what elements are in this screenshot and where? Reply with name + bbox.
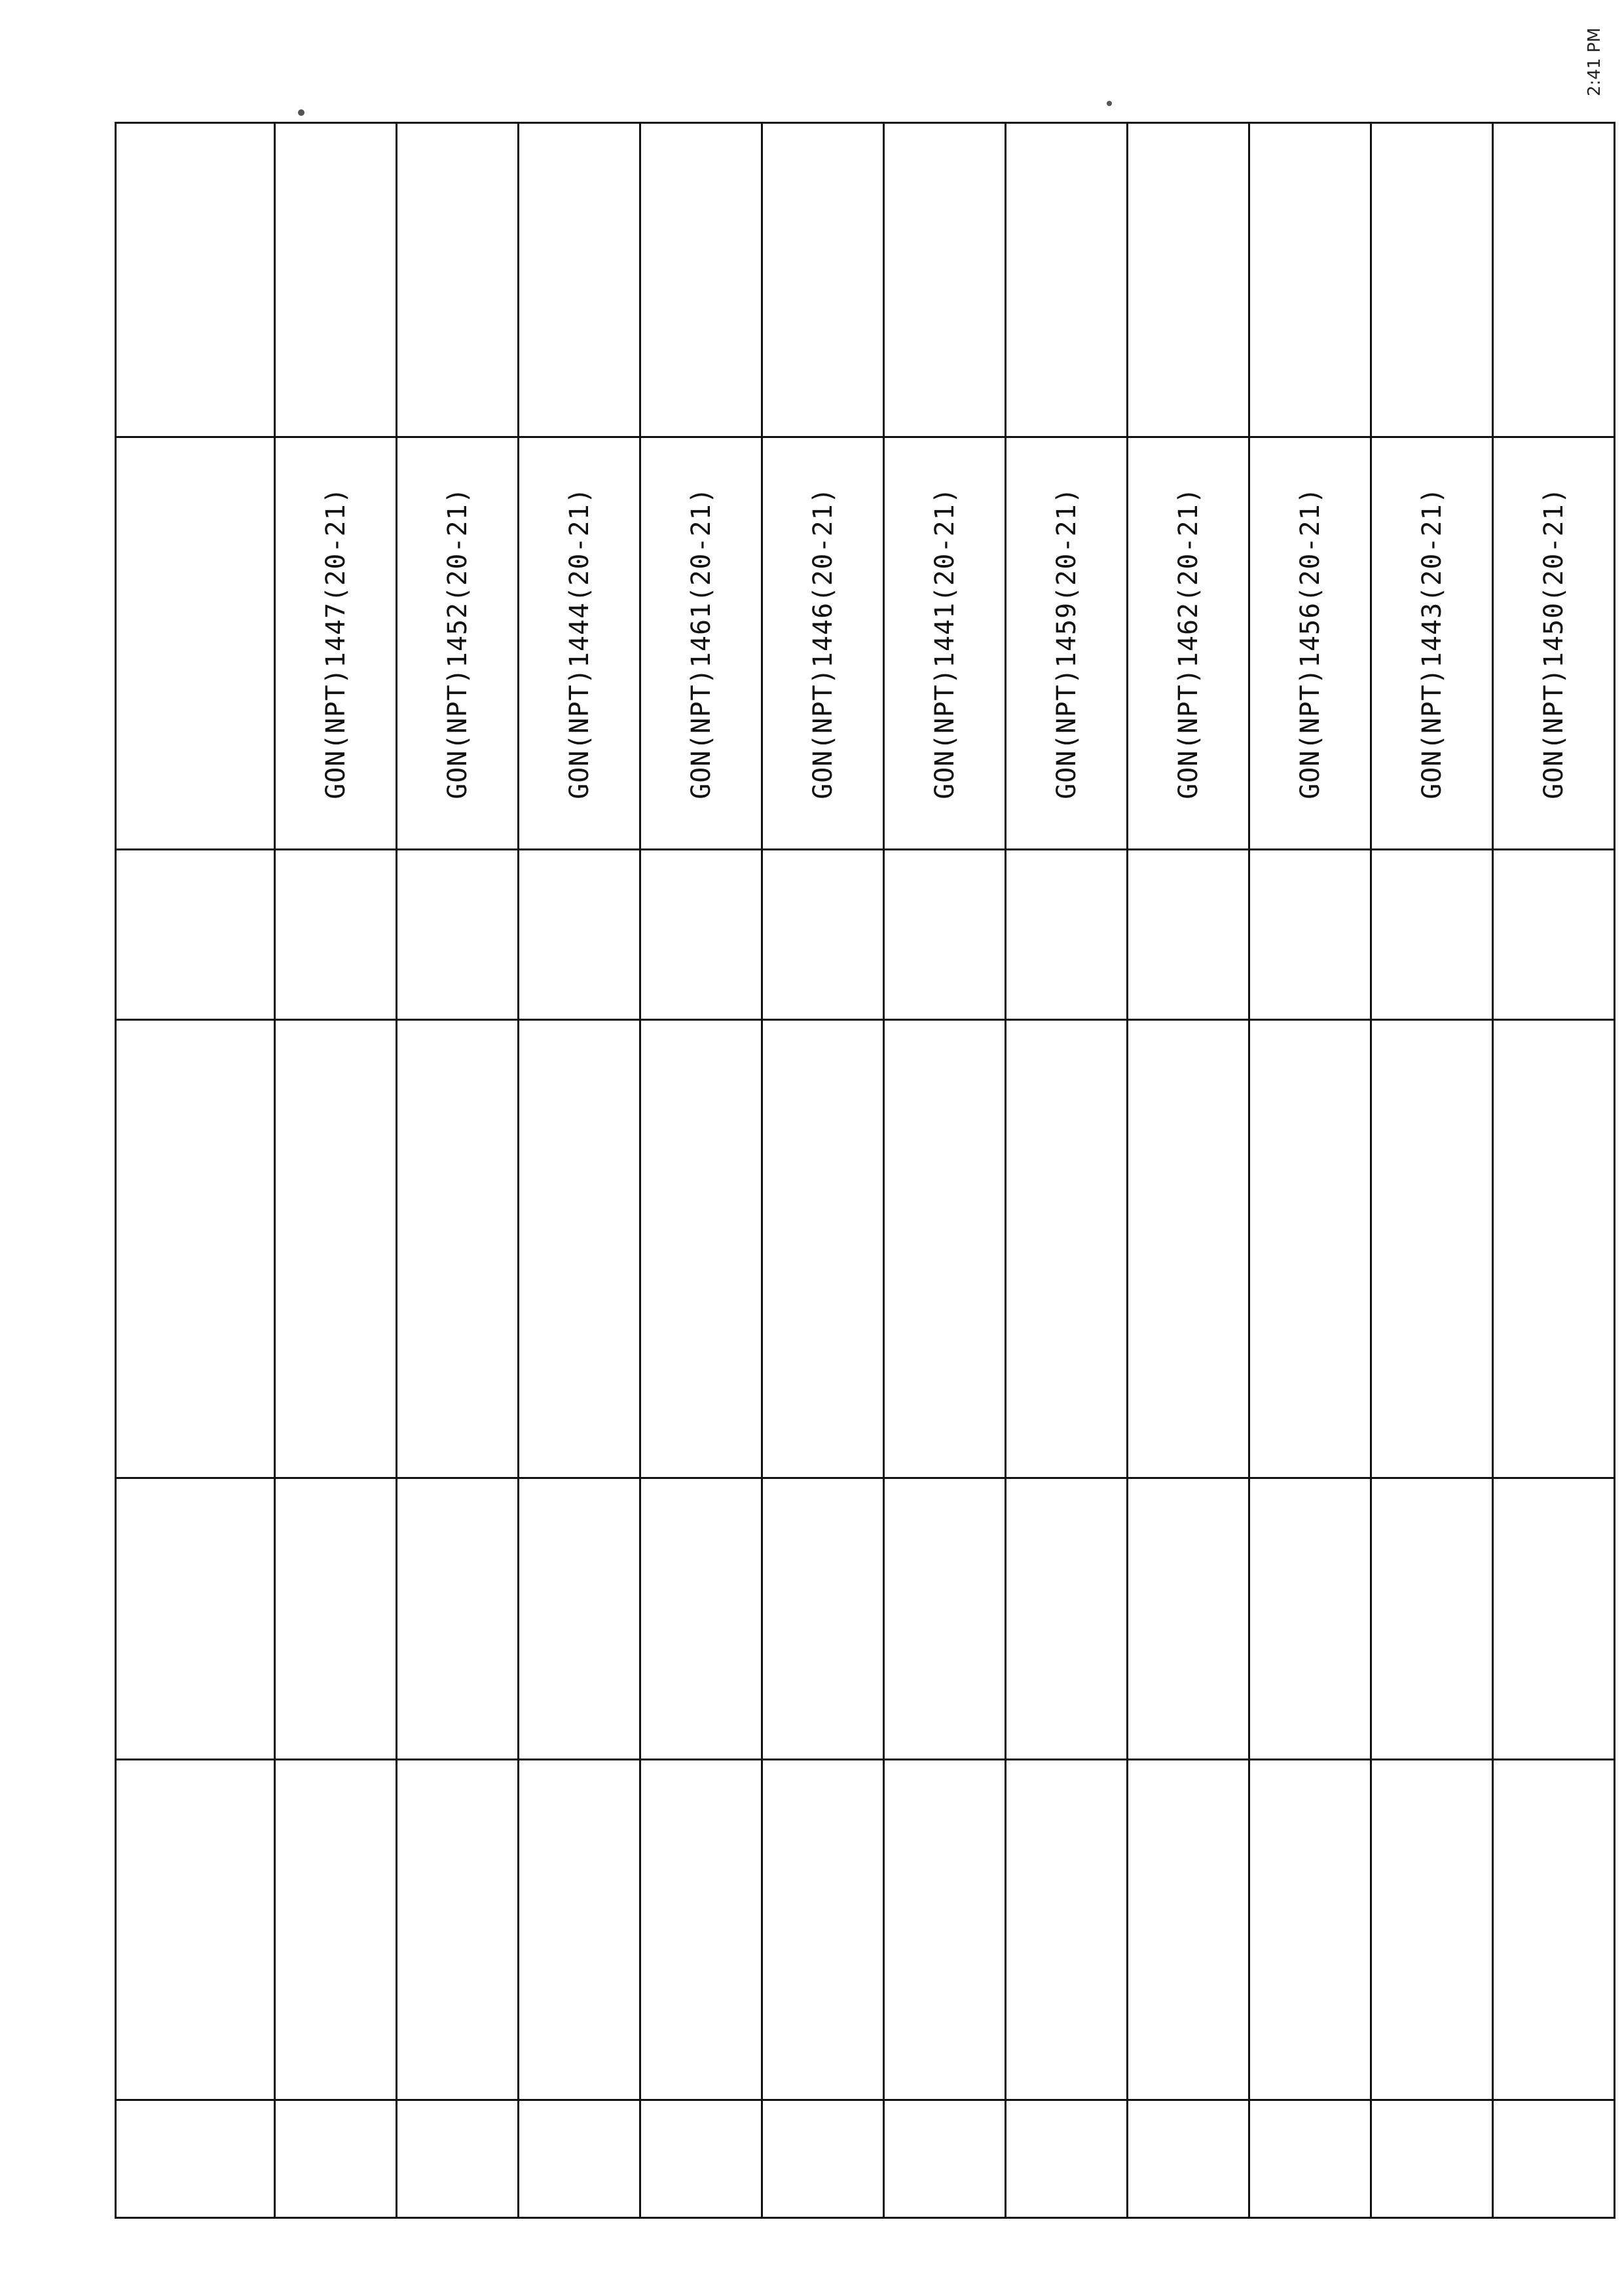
table-row [762,123,884,2218]
table-row [1493,123,1615,2218]
column-header-permit-no [116,437,275,850]
cell-number [397,2100,519,2218]
cell-permit-type [1006,850,1128,1020]
table-row [519,123,640,2218]
cell-address [1128,1020,1249,1478]
cell-position [640,1478,762,1760]
cell-name [1249,1760,1371,2100]
cell-permit-no: GON(NPT)1441(20-21) [884,437,1006,850]
column-header-city [116,123,275,437]
cell-position [1249,1478,1371,1760]
column-header-number [116,2100,275,2218]
cell-permit-no: GON(NPT)1459(20-21) [1006,437,1128,850]
cell-address [884,1020,1006,1478]
cell-position [884,1478,1006,1760]
cell-number [1249,2100,1371,2218]
cell-city [1249,123,1371,437]
cell-permit-type [397,850,519,1020]
cell-address [762,1020,884,1478]
cell-permit-type [275,850,397,1020]
cell-name [1006,1760,1128,2100]
table-row [275,123,397,2218]
cell-permit-type [1493,850,1615,1020]
cell-city [640,123,762,437]
scan-dot [298,109,304,116]
cell-number [519,2100,640,2218]
cell-number [1371,2100,1493,2218]
cell-position [397,1478,519,1760]
cell-address [1249,1020,1371,1478]
cell-number [640,2100,762,2218]
cell-position [762,1478,884,1760]
cell-address [397,1020,519,1478]
table-row [397,123,519,2218]
cell-permit-type [1128,850,1249,1020]
cell-permit-no: GON(NPT)1450(20-21) [1493,437,1615,850]
table-row [1128,123,1249,2218]
cell-name [1371,1760,1493,2100]
cell-number [1493,2100,1615,2218]
cell-permit-type [519,850,640,1020]
column-header-name [116,1760,275,2100]
cell-city [1371,123,1493,437]
cell-permit-no: GON(NPT)1456(20-21) [1249,437,1371,850]
cell-name [1493,1760,1615,2100]
header-row [116,123,275,2218]
table-row [640,123,762,2218]
cell-city [519,123,640,437]
cell-name [519,1760,640,2100]
cell-permit-no: GON(NPT)1447(20-21) [275,437,397,850]
table-row [1006,123,1128,2218]
column-header-address [116,1020,275,1478]
cell-permit-type [1371,850,1493,1020]
cell-name [1128,1760,1249,2100]
cell-position [1006,1478,1128,1760]
cell-number [762,2100,884,2218]
cell-city [1493,123,1615,437]
cell-permit-no: GON(NPT)1446(20-21) [762,437,884,850]
permit-register-table [115,122,1615,2219]
table-row [1249,123,1371,2218]
cell-city [275,123,397,437]
cell-number [275,2100,397,2218]
cell-name [275,1760,397,2100]
cell-address [275,1020,397,1478]
cell-permit-type [640,850,762,1020]
cell-permit-no: GON(NPT)1452(20-21) [397,437,519,850]
cell-name [397,1760,519,2100]
cell-city [884,123,1006,437]
cell-permit-no: GON(NPT)1461(20-21) [640,437,762,850]
cell-name [884,1760,1006,2100]
column-header-position [116,1478,275,1760]
cell-permit-no: GON(NPT)1462(20-21) [1128,437,1249,850]
cell-number [1006,2100,1128,2218]
cell-city [397,123,519,437]
cell-name [762,1760,884,2100]
cell-number [884,2100,1006,2218]
scan-dot [1107,101,1112,106]
cell-address [640,1020,762,1478]
cell-city [1128,123,1249,437]
cell-city [1006,123,1128,437]
cell-position [1493,1478,1615,1760]
cell-permit-type [762,850,884,1020]
cell-position [519,1478,640,1760]
cell-address [519,1020,640,1478]
cell-address [1493,1020,1615,1478]
cell-number [1128,2100,1249,2218]
scan-timestamp: 2:41 PM [1585,27,1604,96]
document-title [52,37,89,2198]
cell-address [1006,1020,1128,1478]
cell-name [640,1760,762,2100]
cell-permit-type [884,850,1006,1020]
table-row [1371,123,1493,2218]
cell-city [762,123,884,437]
cell-position [1128,1478,1249,1760]
cell-position [275,1478,397,1760]
cell-permit-type [1249,850,1371,1020]
column-header-permit-type [116,850,275,1020]
cell-address [1371,1020,1493,1478]
cell-permit-no: GON(NPT)1443(20-21) [1371,437,1493,850]
table-row [884,123,1006,2218]
cell-permit-no: GON(NPT)1444(20-21) [519,437,640,850]
cell-position [1371,1478,1493,1760]
